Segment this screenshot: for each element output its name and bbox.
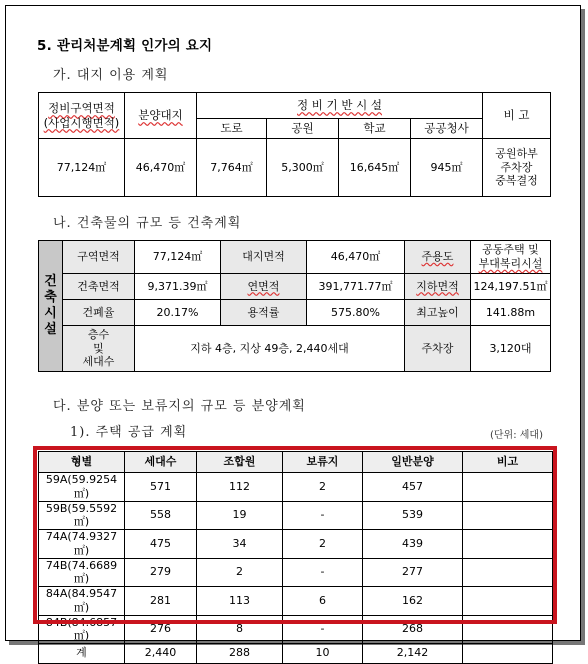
- header-area: [39, 93, 125, 139]
- value-sale-land: 46,470㎡: [125, 139, 197, 197]
- table-cell: 113: [197, 587, 283, 616]
- subsection-supply-title: 1). 주택 공급 계획: [70, 425, 188, 440]
- value-gross-area: 391,771.77㎡: [307, 274, 405, 300]
- table-cell: 2: [197, 558, 283, 587]
- table-cell: 162: [363, 587, 463, 616]
- value-note: 공원하부 주차장 중복결정: [483, 139, 551, 197]
- table-cell: 34: [197, 530, 283, 559]
- subsection-building-title: 나. 건축물의 규모 등 건축계획: [53, 216, 242, 231]
- header-area-line1: 정비구역면적: [48, 101, 115, 116]
- value-road: 7,764㎡: [197, 139, 267, 197]
- building-table: [38, 240, 551, 372]
- table-cell: 457: [363, 473, 463, 502]
- label-gross-area: 연면적: [221, 274, 307, 300]
- subsection-land-use-title: 가. 대지 이용 계획: [53, 68, 169, 83]
- header-road: 도로: [197, 119, 267, 139]
- table-cell: 계: [39, 644, 125, 664]
- table-cell: 112: [197, 473, 283, 502]
- document-page: [5, 5, 581, 660]
- header-infra: 정 비 기 반 시 설: [197, 93, 483, 119]
- header-park: 공원: [267, 119, 339, 139]
- table-cell: 2,142: [363, 644, 463, 664]
- supply-header-cell: 보류지: [283, 452, 363, 473]
- section-title: 5. 관리처분계획 인가의 요지: [37, 38, 213, 54]
- label-site-area: 대지면적: [221, 241, 307, 274]
- table-cell: 2: [283, 473, 363, 502]
- supply-total-row: [39, 644, 553, 664]
- label-building-area: 건축면적: [63, 274, 135, 300]
- table-cell: -: [283, 558, 363, 587]
- table-cell: 475: [125, 530, 197, 559]
- header-office: 공공청사: [411, 119, 483, 139]
- table-cell: 10: [283, 644, 363, 664]
- supply-header-cell: 일반분양: [363, 452, 463, 473]
- value-building-area: 9,371.39㎡: [135, 274, 221, 300]
- unit-label: (단위: 세대): [490, 430, 543, 441]
- value-office: 945㎡: [411, 139, 483, 197]
- table-cell: 281: [125, 587, 197, 616]
- table-cell: 74A(74.9327㎡): [39, 530, 125, 559]
- label-max-height: 최고높이: [405, 300, 471, 326]
- table-cell: 288: [197, 644, 283, 664]
- supply-header-cell: 형별: [39, 452, 125, 473]
- supply-header-cell: 비고: [463, 452, 553, 473]
- table-cell: 2,440: [125, 644, 197, 664]
- table-cell: -: [283, 501, 363, 530]
- table-cell: 74B(74.6689㎡): [39, 558, 125, 587]
- value-school: 16,645㎡: [339, 139, 411, 197]
- table-cell: 84B(84.6857㎡): [39, 615, 125, 644]
- label-parking: 주차장: [405, 326, 471, 372]
- header-note: 비 고: [483, 93, 551, 139]
- table-cell: 558: [125, 501, 197, 530]
- value-max-height: 141.88m: [471, 300, 551, 326]
- table-cell: -: [283, 615, 363, 644]
- table-cell: 277: [363, 558, 463, 587]
- land-use-table: [38, 92, 551, 197]
- supply-header-cell: 세대수: [125, 452, 197, 473]
- table-cell: 59A(59.9254㎡): [39, 473, 125, 502]
- value-underground-area: 124,197.51㎡: [471, 274, 551, 300]
- value-coverage-ratio: 20.17%: [135, 300, 221, 326]
- label-floors-units: 층수 및 세대수: [63, 326, 135, 372]
- table-cell: 571: [125, 473, 197, 502]
- value-floors-units: 지하 4층, 지상 49층, 2,440세대: [135, 326, 405, 372]
- table-cell: 8: [197, 615, 283, 644]
- building-side-label: 건 축 시 설: [39, 241, 63, 372]
- label-coverage-ratio: 건폐율: [63, 300, 135, 326]
- value-park: 5,300㎡: [267, 139, 339, 197]
- value-main-use: 공동주택 및 부대복리시설: [471, 241, 551, 274]
- table-cell: 276: [125, 615, 197, 644]
- header-school: 학교: [339, 119, 411, 139]
- label-zone-area: 구역면적: [63, 241, 135, 274]
- supply-header-cell: 조합원: [197, 452, 283, 473]
- table-cell: 439: [363, 530, 463, 559]
- table-cell: 279: [125, 558, 197, 587]
- value-parking: 3,120대: [471, 326, 551, 372]
- table-cell: 2: [283, 530, 363, 559]
- table-cell: [463, 644, 553, 664]
- label-floor-area-ratio: 용적률: [221, 300, 307, 326]
- table-cell: 6: [283, 587, 363, 616]
- highlight-box: [33, 446, 557, 624]
- value-site-area: 46,470㎡: [307, 241, 405, 274]
- label-main-use: 주용도: [405, 241, 471, 274]
- header-area-line2: (사업시행면적): [43, 115, 120, 130]
- label-underground-area: 지하면적: [405, 274, 471, 300]
- subsection-sale-plan-title: 다. 분양 또는 보류지의 규모 등 분양계획: [53, 399, 306, 414]
- table-cell: 19: [197, 501, 283, 530]
- value-floor-area-ratio: 575.80%: [307, 300, 405, 326]
- table-cell: 268: [363, 615, 463, 644]
- value-zone-area: 77,124㎡: [135, 241, 221, 274]
- table-cell: 84A(84.9547㎡): [39, 587, 125, 616]
- value-area: 77,124㎡: [39, 139, 125, 197]
- table-cell: 59B(59.5592㎡): [39, 501, 125, 530]
- header-sale-land: 분양대지: [125, 93, 197, 139]
- table-cell: 539: [363, 501, 463, 530]
